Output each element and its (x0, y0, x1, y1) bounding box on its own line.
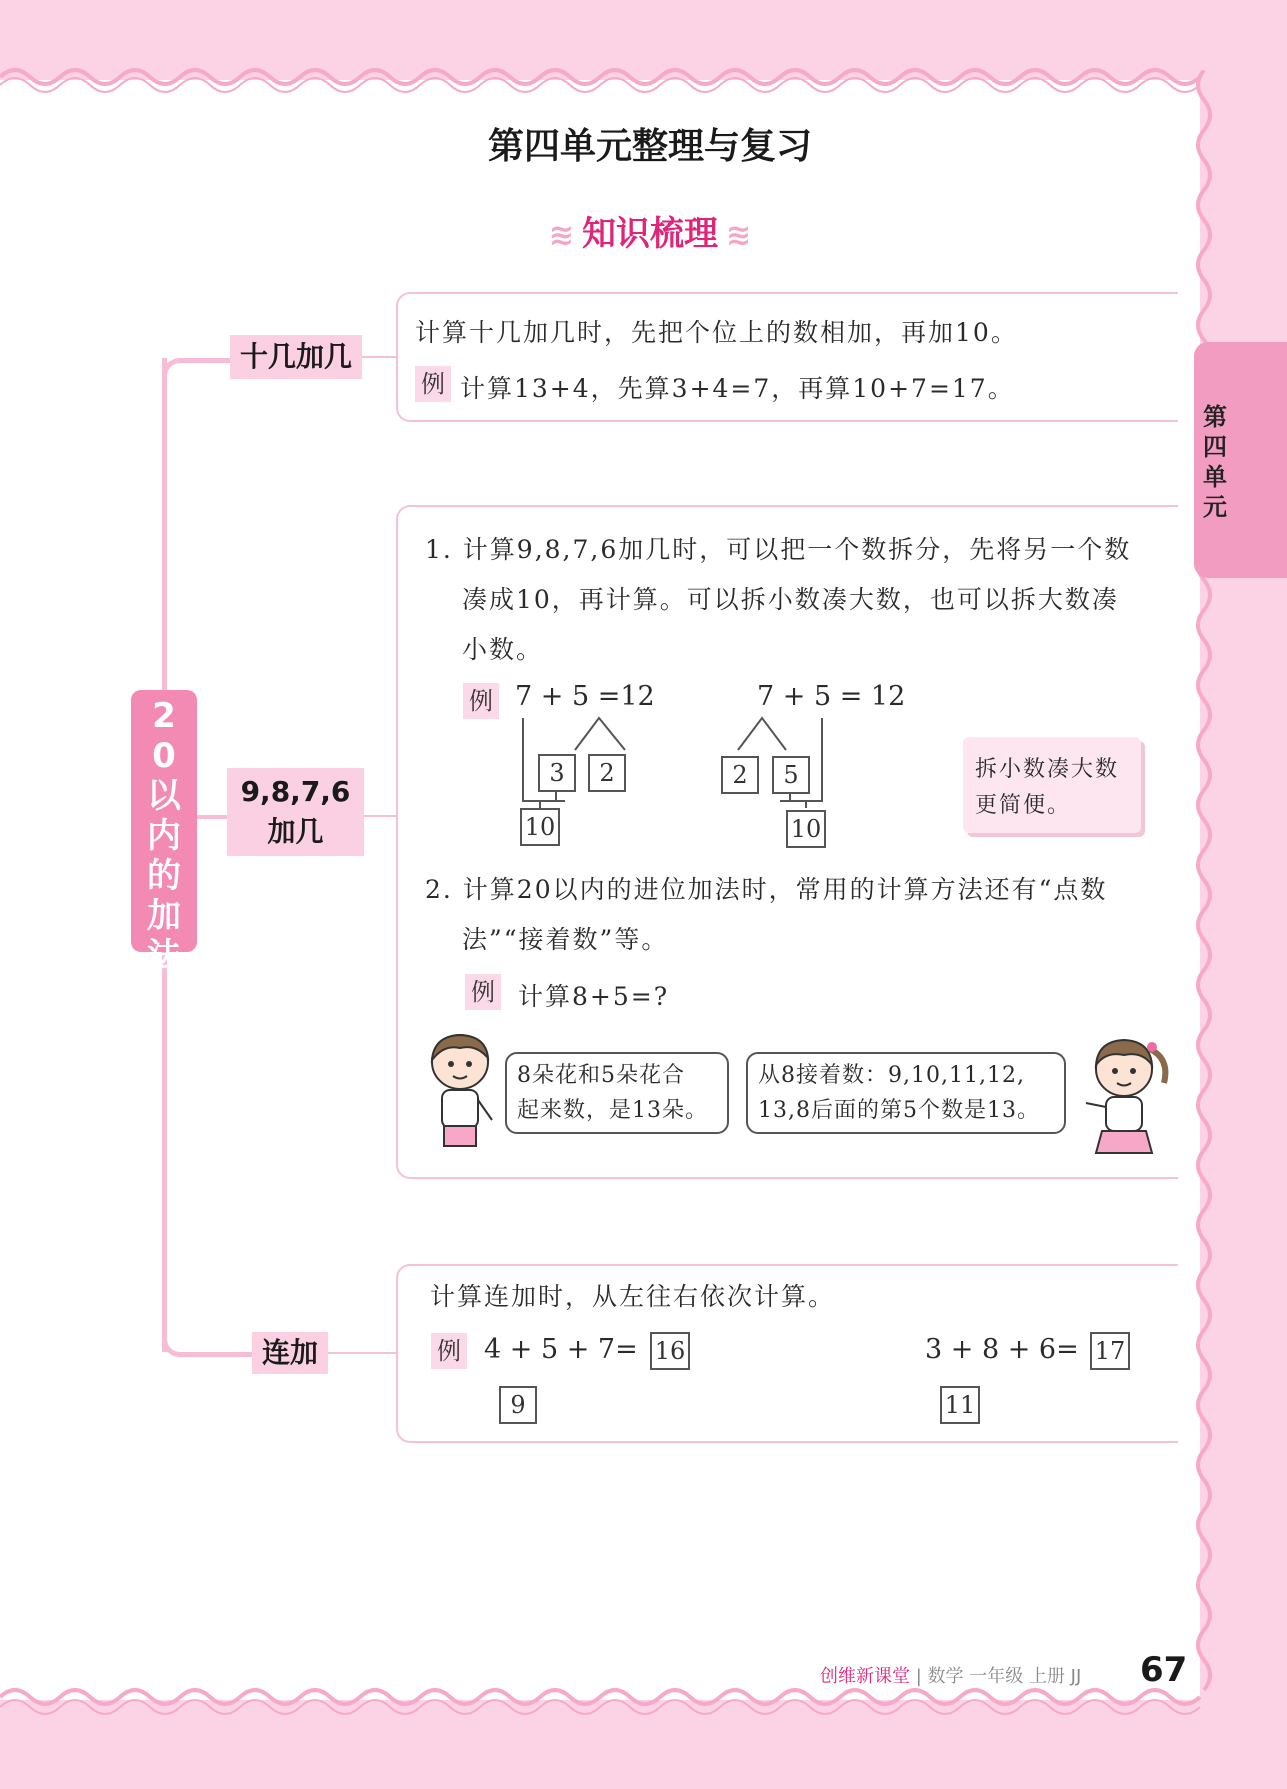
wave-decoration-icon: ≋ (548, 218, 574, 253)
boy-speech-bubble (505, 1052, 729, 1134)
example-badge: 例 (465, 974, 501, 1010)
equation-2: 7 + 5 = 12 (757, 681, 906, 712)
split-box: 2 (588, 754, 626, 792)
example-badge: 例 (415, 366, 451, 402)
girl-bubble-line2: 13,8后面的第5个数是13。 (758, 1098, 1040, 1123)
example-badge: 例 (431, 1333, 467, 1369)
card2-point1-line2: 凑成10，再计算。可以拆小数凑大数，也可以拆大数凑 (462, 585, 1119, 614)
node-lian-jia: 连加 (252, 1332, 328, 1374)
lianjia-expression-1: 4 + 5 + 7= (484, 1334, 638, 1365)
tip-note-line2: 更简便。 (975, 793, 1072, 818)
lianjia-expression-2: 3 + 8 + 6= (925, 1334, 1079, 1365)
result-box: 10 (520, 808, 560, 846)
card3-rule: 计算连加时，从左往右依次计算。 (430, 1282, 836, 1311)
card1-example: 计算13+4，先算3+4=7，再算10+7=17。 (460, 374, 1015, 403)
partial-sum-box: 11 (940, 1386, 980, 1424)
card2-example2: 计算8+5=? (518, 982, 670, 1011)
card2-point1-line1: 1. 计算9,8,7,6加几时，可以把一个数拆分，先将另一个数 (425, 535, 1132, 564)
boy-bubble-line1: 8朵花和5朵花合 (517, 1063, 685, 1088)
partial-sum-box: 9 (499, 1386, 537, 1424)
result-box: 10 (786, 810, 826, 848)
answer-box: 17 (1090, 1332, 1130, 1370)
node-9876-line2: 加几 (267, 815, 324, 848)
card2-point2-line1: 2. 计算20以内的进位加法时，常用的计算方法还有“点数 (425, 875, 1108, 904)
root-label: 20以内的加法 (147, 696, 181, 976)
wave-decoration-icon: ≋ (726, 218, 752, 253)
node-9876-line1: 9,8,7,6 (240, 775, 351, 808)
tip-note-line1: 拆小数凑大数 (975, 757, 1120, 782)
footer-brand: 创维新课堂 (820, 1666, 910, 1687)
card1-rule: 计算十几加几时，先把个位上的数相加，再加10。 (415, 318, 1018, 347)
page-number: 67 (1140, 1650, 1188, 1690)
footer-book-info: 数学 一年级 上册 JJ (927, 1666, 1082, 1687)
split-box: 5 (772, 756, 810, 794)
equation-1: 7 + 5 =12 (515, 681, 655, 712)
node-shiji-jia-ji: 十几加几 (230, 335, 362, 379)
card2-point2-line2: 法”“接着数”等。 (462, 925, 669, 954)
split-box: 3 (538, 754, 576, 792)
footer-divider: | (910, 1666, 928, 1687)
section-title-text: 知识梳理 (582, 214, 718, 254)
girl-bubble-line1: 从8接着数：9,10,11,12, (758, 1063, 1025, 1088)
example-badge: 例 (463, 683, 499, 719)
footer-text (820, 1662, 1081, 1688)
boy-bubble-line2: 起来数，是13朵。 (517, 1098, 708, 1123)
girl-illustration (1080, 1035, 1175, 1160)
page-title: 第四单元整理与复习 (487, 126, 812, 167)
split-box: 2 (721, 756, 759, 794)
girl-speech-bubble (746, 1052, 1066, 1134)
unit-side-tab-label: 第四单元 (1203, 403, 1227, 521)
answer-box: 16 (650, 1332, 690, 1370)
card2-point1-line3: 小数。 (462, 635, 544, 664)
boy-illustration (420, 1030, 500, 1155)
